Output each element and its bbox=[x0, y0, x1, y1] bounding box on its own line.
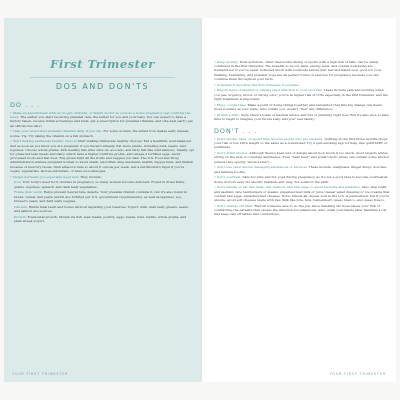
do-item bbox=[214, 113, 390, 121]
bullet-icon: • bbox=[214, 151, 217, 156]
dont-item bbox=[214, 151, 390, 164]
do-item-lead: Start making deliberate healthy choices bbox=[12, 139, 77, 144]
dont-item-lead: Don't handle or eat raw meat, raw seafood, and raw eggs, to avoid bacteria and parasites. bbox=[216, 185, 361, 190]
do-item bbox=[214, 83, 390, 87]
dont-item bbox=[214, 185, 390, 202]
do-item bbox=[214, 88, 390, 101]
do-item-text: The earlier you start receiving prenatal care, the better for you and your baby. You can expect to have a history taken, receive initial screenings and tests, get a prescription for prenatal vitamins, and (the best part!) get an official due date! bbox=[10, 115, 193, 128]
bullet-icon: • bbox=[214, 165, 217, 170]
left-page bbox=[4, 18, 200, 382]
dont-item bbox=[214, 204, 390, 217]
bullet-icon: • bbox=[10, 174, 13, 179]
do-item-text: For some women, the added iron makes early nausea worse. Tip: Try taking the vitamin on a full stomach. bbox=[10, 129, 189, 138]
do-item bbox=[214, 103, 390, 111]
do-item-lead: Keep moving. bbox=[216, 60, 239, 64]
dont-item-lead: Don't use other known damaging substances or services. bbox=[216, 165, 308, 170]
nutrient-item bbox=[14, 190, 195, 203]
nutrient-item-lead: Calcium. bbox=[14, 204, 29, 209]
left-page-content bbox=[10, 58, 195, 225]
do-item-lead: Take your prescribed prenatal vitamins daily, if you can. bbox=[12, 129, 103, 134]
page-title: First Trimester bbox=[50, 57, 155, 71]
dont-item-text: Also, skip sushi and sashimi; rare hamburgers or steaks; unpasteurized milk or juice Caesar salad dressing or ice creams that contain raw eggs; unpasteurized cheeses. Note: Almost all cheese sold in the U.S. is pasteurized, but if you're unsure, avoid soft cheeses made with raw milk like brie, feta, Camembert, queso blanco, and queso fresco. bbox=[214, 185, 390, 203]
book-spread bbox=[4, 0, 396, 400]
bullet-icon: • bbox=[214, 175, 217, 180]
dont-item bbox=[214, 165, 390, 173]
do-list-continued bbox=[214, 60, 390, 121]
nutrient-item bbox=[14, 215, 195, 223]
nutrient-item-text: Your body's need for it doubles in pregnancy, so many women become deficient. Found in dried fruits, grains, legumes, spinach, and dark leafy vegetables. bbox=[14, 180, 186, 189]
do-item bbox=[10, 175, 195, 179]
dont-item bbox=[214, 137, 390, 150]
page-subtitle: DOS AND DON'TS bbox=[55, 82, 150, 91]
do-item-lead: Enjoy couple time. bbox=[216, 102, 247, 107]
left-footer: YOUR FIRST TRIMESTER bbox=[12, 372, 69, 376]
do-item-lead: Dream a little. bbox=[216, 112, 240, 117]
right-page bbox=[202, 18, 396, 382]
right-page-content bbox=[214, 60, 390, 218]
bullet-icon: • bbox=[10, 111, 13, 115]
nutrient-item-lead: Iron. bbox=[14, 180, 22, 185]
dont-item-text: Quitting in the first three months drops your risk of low birth weight to the same as a nonsmoker. Try a quit-smoking app for help, like quitSTART or QuitGuide. bbox=[214, 137, 388, 150]
do-heading: DO . . . bbox=[10, 101, 41, 109]
do-item bbox=[10, 129, 195, 137]
nutrient-item bbox=[14, 180, 195, 188]
dont-item-text: These include: marijuana, illegal drugs, douches, and tanning booths. bbox=[214, 165, 388, 174]
bullet-icon: • bbox=[214, 88, 217, 93]
dont-item-lead: Don't drink alcohol. bbox=[216, 151, 249, 156]
do-item-text: Sure, there's loads of medical advice and lots of planning right now. But it's also nice to take time to begin to imagine your future baby and your new family. bbox=[214, 112, 389, 121]
right-footer: YOUR FIRST TRIMESTER bbox=[329, 372, 386, 376]
do-item bbox=[10, 111, 195, 128]
nutrient-item-text: Helps prevent neural tube defects. Your prenatal vitamin contains it, but it's also found in bread, cereal, and pasta (which are fortified per U.S. government requirements), as well as legumes, soy, brewer's yeast, and dark leafy veggies. bbox=[14, 190, 188, 203]
bullet-icon: • bbox=[214, 102, 217, 107]
do-item-text: Make a point of doing things together and remember that this big change can mean more bonding as your mate, who, unlike you, doesn't "feel" any difference. bbox=[214, 102, 382, 111]
do-item-lead: Schedule X-rays after the first trimester, if possible. bbox=[216, 82, 300, 87]
do-item bbox=[214, 60, 390, 81]
dont-item-lead: Don't smoke, vape, or spend time around people who are smoking. bbox=[216, 137, 324, 142]
do-item-text: Start making deliberate healthy choices: Eat a healthful, well-balanced diet as soon as you know you are pregnant, if you haven't already. Eat more plants, including nuts, beans, and legumes. Choose whole grains. Pick healthy fats (like olive oil, avocado, and fatty fish like wild salmon). Ideally, opt for grass-fed lean meats and dairy, which have a higher nutritive profile, and omega-3 fortified eggs. Avoid processed foods and fast food. Buy green-light all the fruits and veggies you like! The U.S. Food and Drug Administration advises pregnant women to avoid shark, swordfish, king mackerel, marlin, bigeye tuna, and tilefish because of mercury levels; limit albacore tuna to about 6 ounces per week. Get a nutritionist's input if you're vegan, vegetarian, lactose-intolerant, or have food allergies. bbox=[10, 139, 195, 173]
nutrient-item-lead: Protein. bbox=[14, 214, 27, 219]
do-item-text: These include pain and burning when you pee, urgency, blood, or strong odor; you're at higher risk of UTIs especially in the first trimester, and the right treatment is important. bbox=[214, 88, 388, 101]
nutrient-item-text: Fuels fetal growth. Obtain via fish, lean meats, poultry, eggs, beans, nuts, lentils, whole grains, and plain Greek yogurt. bbox=[14, 214, 187, 223]
bullet-icon: • bbox=[214, 112, 217, 117]
dont-item-text: Skip hot tubs and hot yoga during pregnancy, as it's not a good idea to become overheated. Some doctors even nix electric blankets and long, hot soaks in the bath. bbox=[214, 175, 389, 184]
dont-heading: DON'T . . . bbox=[214, 127, 258, 136]
bullet-icon: • bbox=[214, 185, 217, 190]
dont-item-text: Although there's been lots of debate about how much is too much, most experts advise erring on the side of complete abstinence. Even "near beer" and nonalcoholic wines can contain some alcohol (unless they specify "alcohol-free"). bbox=[214, 151, 390, 164]
do-item-lead: Make an appointment with an ob-gyn, midwife, or family doctor as soon as a home pregnancy test confirms the news. bbox=[10, 111, 191, 120]
bullet-icon: • bbox=[214, 60, 217, 64]
dont-item bbox=[214, 175, 390, 183]
do-item bbox=[10, 139, 195, 173]
do-list bbox=[10, 111, 195, 179]
dont-item-text: Recruit someone else to do the job, since handling cat feces raises your risk of contracting the parasite that causes the infection toxoplasmosis. Also: wash your hands after handling a cat and keep cats off tables and countertops. bbox=[214, 203, 387, 217]
do-item-lead: Report signs of bladder or urinary tract infection to your provider. bbox=[216, 88, 323, 93]
nutrient-item bbox=[14, 205, 195, 213]
do-item-lead: Target nutrients you especially need now. bbox=[12, 174, 80, 179]
nutrient-item-lead: Folate (folic acid). bbox=[14, 190, 43, 195]
nutrient-list bbox=[10, 180, 195, 223]
do-item-text: They include: bbox=[79, 174, 102, 179]
title-divider bbox=[30, 77, 175, 78]
bullet-icon: • bbox=[10, 139, 13, 144]
bullet-icon: • bbox=[214, 82, 217, 87]
bullet-icon: • bbox=[214, 137, 217, 142]
dont-item-lead: Don't change cat litter. bbox=[216, 203, 254, 208]
bullet-icon: • bbox=[10, 129, 13, 134]
dont-list bbox=[214, 137, 390, 216]
bullet-icon: • bbox=[214, 203, 217, 208]
dont-item-lead: Don't overheat. bbox=[216, 175, 242, 180]
nutrient-item-text: Builds fetal teeth and bones without depleting your reserves. Yogurt, milk, dark leafy greens, seeds, and salmon are sources. bbox=[14, 204, 189, 213]
do-item-text: Most activities, other than scuba diving or sports with a high risk of falls, can be safely continued in the first trimester. The benefits to mood, baby, energy level, and overall well-being are tremendous! If you've never bothered much with workouts before (but feel motivated now, good for you). Walking, swimming, and prenatal yoga are all perfect forms of exercise for pregnancy because you can continue them throughout your term. bbox=[214, 60, 382, 81]
